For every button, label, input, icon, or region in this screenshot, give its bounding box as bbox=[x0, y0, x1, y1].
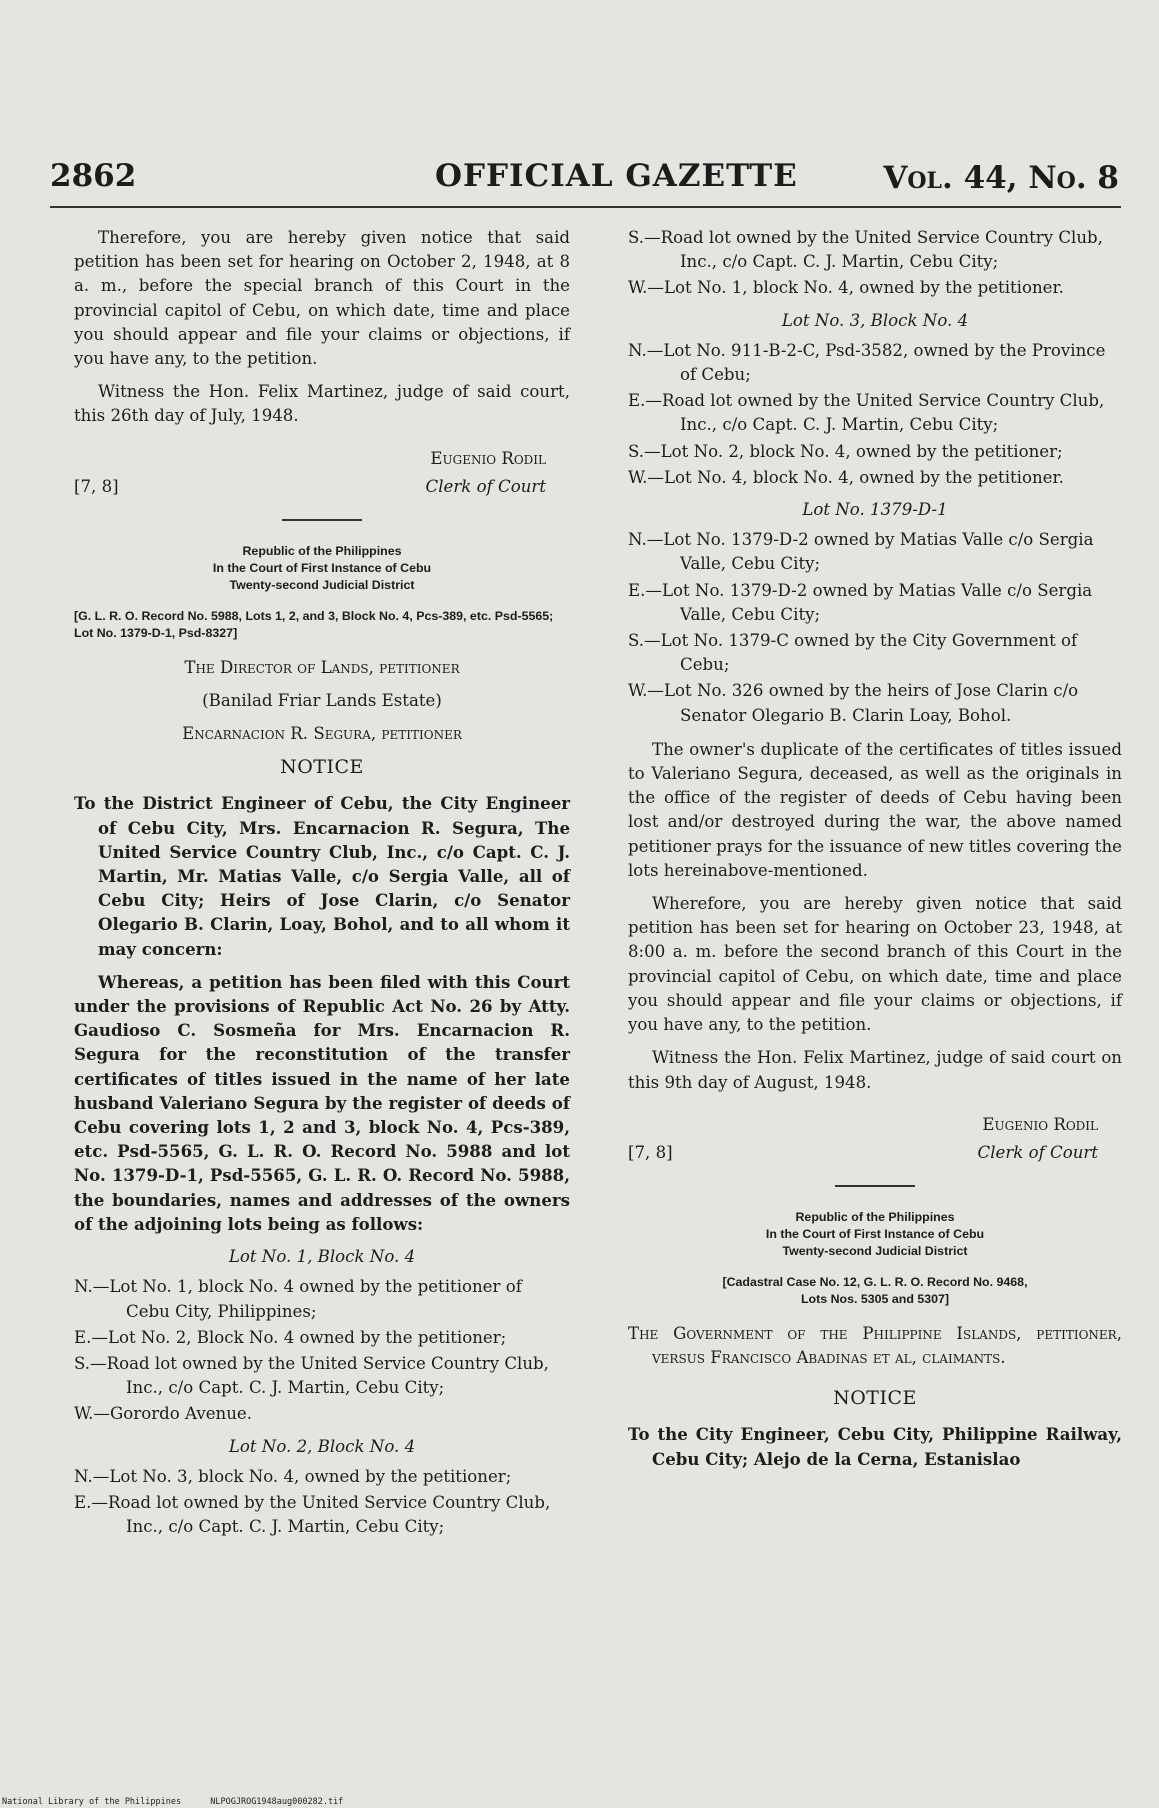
lot-heading: Lot No. 2, Block No. 4 bbox=[228, 1436, 416, 1456]
signatory-title: Clerk of Court bbox=[977, 1142, 1098, 1162]
scan-footer bbox=[2, 1797, 367, 1807]
notice-address: To the District Engineer of Cebu, the City Engineer of Cebu City, Mrs. Encarnacion R. Segura, The United Service Country Club, Inc., c/o Capt. C. J. Martin, Mr. Matias Valle, c/o Sergia Valle, all of Cebu City; Heirs of Jose Clarin, c/o Senator Olegario B. Clarin, Loay, Bohol, and to all whom it may concern: bbox=[74, 793, 570, 959]
paragraph: Therefore, you are hereby given notice that said petition has been set for hearing on October 2, 1948, at 8 a. m., before the special branch of this Court in the provincial capitol of Cebu, on which date, time and place you should appear and file your claims or objections, if you have any, to the petition. bbox=[74, 228, 570, 369]
boundary-line: N.—Lot No. 911-B-2-C, Psd-3582, owned by the Province of Cebu; bbox=[628, 340, 1106, 385]
boundary-line: N.—Lot No. 1379-D-2 owned by Matias Valle c/o Sergia Valle, Cebu City; bbox=[628, 530, 1094, 574]
record-line: [Cadastral Case No. 12, G. L. R. O. Record No. 9468, bbox=[722, 1274, 1028, 1289]
caption-line: Twenty-second Judicial District bbox=[782, 1243, 968, 1258]
boundary-line: E.—Lot No. 1379-D-2 owned by Matias Valle c/o Sergia Valle, Cebu City; bbox=[628, 580, 1093, 624]
party-line: Encarnacion R. Segura, petitioner bbox=[182, 724, 462, 744]
record-line: Lots Nos. 5305 and 5307] bbox=[800, 1291, 950, 1306]
lot-heading: Lot No. 1379-D-1 bbox=[802, 500, 948, 520]
boundary-line: N.—Lot No. 1, block No. 4 owned by the petitioner of Cebu City, Philippines; bbox=[74, 1277, 522, 1321]
caption-line: Republic of the Philippines bbox=[242, 543, 402, 558]
party-line: (Banilad Friar Lands Estate) bbox=[202, 690, 442, 710]
boundary-line: N.—Lot No. 3, block No. 4, owned by the petitioner; bbox=[74, 1466, 512, 1486]
signatory-name: Eugenio Rodil bbox=[430, 448, 546, 468]
file-name: NLPOGJROG1948aug000282.tif bbox=[210, 1797, 344, 1807]
header-rule bbox=[50, 206, 1121, 208]
page-number: 2862 bbox=[50, 158, 137, 194]
boundary-line: E.—Road lot owned by the United Service Country Club, Inc., c/o Capt. C. J. Martin, Cebu City; bbox=[628, 391, 1105, 435]
section-divider bbox=[835, 1185, 915, 1187]
caption-line: Republic of the Philippines bbox=[795, 1209, 955, 1224]
party-line: The Director of Lands, petitioner bbox=[184, 657, 460, 677]
paragraph: The owner's duplicate of the certificates of titles issued to Valeriano Segura, deceased, as well as the originals in the office of the register of deeds of Cebu having been lost and/or destroyed during the war, the above named petitioner prays for the issuance of new titles covering the lots hereinabove-mentioned. bbox=[628, 739, 1122, 880]
left-column bbox=[74, 226, 570, 1541]
signatory-name: Eugenio Rodil bbox=[982, 1114, 1098, 1134]
boundary-line: S.—Lot No. 2, block No. 4, owned by the petitioner; bbox=[628, 441, 1063, 461]
paragraph: Witness the Hon. Felix Martinez, judge of said court on this 9th day of August, 1948. bbox=[628, 1048, 1122, 1092]
right-column bbox=[628, 226, 1122, 1480]
case-record: [G. L. R. O. Record No. 5988, Lots 1, 2, and 3, Block No. 4, Pcs-389, etc. Psd-5565; Lot No. 1379-D-1, Psd-8327] bbox=[74, 608, 554, 640]
court-caption bbox=[74, 543, 570, 594]
caption-line: Twenty-second Judicial District bbox=[229, 577, 415, 592]
boundary-line: W.—Lot No. 4, block No. 4, owned by the petitioner. bbox=[628, 467, 1064, 487]
issue-numbers: [7, 8] bbox=[628, 1142, 673, 1162]
caption-line: In the Court of First Instance of Cebu bbox=[765, 1226, 985, 1241]
paragraph: Wherefore, you are hereby given notice that said petition has been set for hearing on October 23, 1948, at 8:00 a. m. before the second branch of this Court in the provincial capitol of Cebu, on which date, time and place you should appear and file your claims or objections, if you have any, to the petition. bbox=[628, 894, 1122, 1035]
volume-number: Vol. 44, No. 8 bbox=[883, 160, 1119, 196]
boundary-line: E.—Road lot owned by the United Service Country Club, Inc., c/o Capt. C. J. Martin, Cebu City; bbox=[74, 1492, 551, 1537]
lot-heading: Lot No. 1, Block No. 4 bbox=[228, 1247, 416, 1267]
boundary-line: S.—Road lot owned by the United Service Country Club, Inc., c/o Capt. C. J. Martin, Cebu City; bbox=[628, 228, 1103, 272]
boundary-line: S.—Lot No. 1379-C owned by the City Government of Cebu; bbox=[628, 631, 1078, 675]
signatory-title: Clerk of Court bbox=[425, 476, 546, 496]
signature-block bbox=[74, 447, 570, 505]
case-record bbox=[628, 1274, 1122, 1308]
paragraph: Witness the Hon. Felix Martinez, judge of said court, this 26th day of July, 1948. bbox=[74, 382, 570, 426]
whereas-paragraph: Whereas, a petition has been filed with this Court under the provisions of Republic Act No. 26 by Atty. Gaudioso C. Sosmeña for Mrs. Encarnacion R. Segura for the reconstitution of the transfer certificates of titles issued in the name of her late husband Valeriano Segura by the register of deeds of Cebu covering lots 1, 2 and 3, block No. 4, Pcs-389, etc. Psd-5565, G. L. R. O. Record No. 5988 and lot No. 1379-D-1, Psd-5565, G. L. R. O. Record No. 5988, the boundaries, names and addresses of the owners of the adjoining lots being as follows: bbox=[74, 971, 570, 1234]
page-header bbox=[50, 150, 1119, 206]
boundary-line: W.—Gorordo Avenue. bbox=[74, 1404, 252, 1424]
caption-line: In the Court of First Instance of Cebu bbox=[212, 560, 432, 575]
publication-title: OFFICIAL GAZETTE bbox=[435, 158, 798, 194]
section-divider bbox=[282, 519, 362, 521]
lot-heading: Lot No. 3, Block No. 4 bbox=[781, 310, 969, 330]
library-credit: National Library of the Philippines bbox=[2, 1797, 182, 1807]
boundary-line: W.—Lot No. 1, block No. 4, owned by the petitioner. bbox=[628, 278, 1064, 298]
notice-heading: NOTICE bbox=[280, 756, 364, 779]
boundary-line: W.—Lot No. 326 owned by the heirs of Jose Clarin c/o Senator Olegario B. Clarin Loay, Bohol. bbox=[628, 681, 1079, 725]
notice-address: To the City Engineer, Cebu City, Philippine Railway, Cebu City; Alejo de la Cerna, Estanislao bbox=[628, 1424, 1122, 1469]
issue-numbers: [7, 8] bbox=[74, 476, 119, 496]
boundary-line: S.—Road lot owned by the United Service Country Club, Inc., c/o Capt. C. J. Martin, Cebu City; bbox=[74, 1353, 549, 1398]
notice-heading: NOTICE bbox=[833, 1387, 917, 1410]
parties-line: The Government of the Philippine Islands, petitioner, versus Francisco Abadinas et al, claimants. bbox=[628, 1323, 1122, 1367]
court-caption bbox=[628, 1209, 1122, 1260]
signature-block bbox=[628, 1113, 1122, 1171]
boundary-line: E.—Lot No. 2, Block No. 4 owned by the petitioner; bbox=[74, 1327, 507, 1347]
